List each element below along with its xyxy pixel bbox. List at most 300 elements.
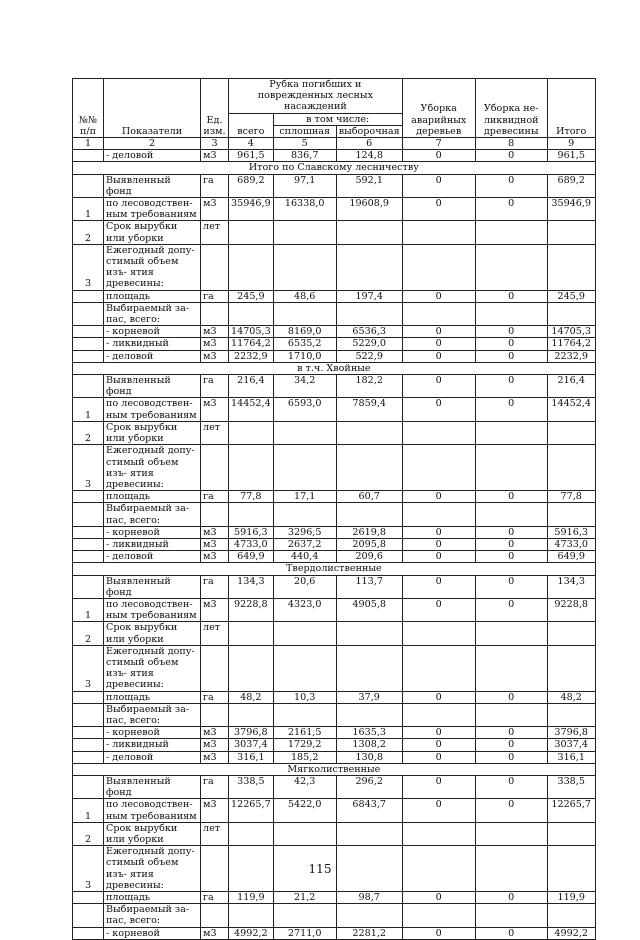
value-cell: 216,4: [547, 375, 595, 398]
value-cell: 0: [402, 491, 475, 503]
value-cell: 4905,8: [336, 598, 402, 621]
unit-cell: м3: [201, 338, 229, 350]
value-cell: 0: [402, 526, 475, 538]
unit-cell: лет: [201, 822, 229, 845]
header-illiquid: Уборка не- ликвидной древесины: [475, 79, 547, 138]
indicator-label: - корневой: [104, 326, 201, 338]
value-cell: 0: [402, 751, 475, 763]
table-row: [73, 150, 596, 162]
value-cell: 0: [475, 491, 547, 503]
value-cell: [229, 221, 274, 244]
value-cell: [475, 645, 547, 691]
value-cell: 689,2: [229, 174, 274, 197]
row-number: [73, 538, 104, 550]
table-row: [73, 421, 596, 444]
value-cell: [229, 503, 274, 526]
value-cell: [229, 302, 274, 325]
value-cell: [273, 421, 336, 444]
value-cell: 14452,4: [229, 398, 274, 421]
value-cell: [229, 244, 274, 290]
section-row: [73, 362, 596, 374]
value-cell: 3037,4: [229, 739, 274, 751]
unit-cell: м3: [201, 751, 229, 763]
table-row: [73, 538, 596, 550]
value-cell: [475, 421, 547, 444]
value-cell: 185,2: [273, 751, 336, 763]
value-cell: 0: [475, 751, 547, 763]
table-row: [73, 290, 596, 302]
col-number: 3: [201, 138, 229, 150]
value-cell: 0: [402, 551, 475, 563]
value-cell: [229, 904, 274, 927]
value-cell: 0: [402, 538, 475, 550]
col-number: 7: [402, 138, 475, 150]
indicator-label: - корневой: [104, 727, 201, 739]
value-cell: 124,8: [336, 150, 402, 162]
value-cell: [402, 622, 475, 645]
value-cell: 3796,8: [547, 727, 595, 739]
indicator-label: Срок вырубки или уборки: [104, 622, 201, 645]
row-number: [73, 927, 104, 939]
value-cell: [402, 421, 475, 444]
value-cell: 0: [475, 892, 547, 904]
row-number: [73, 350, 104, 362]
value-cell: [475, 703, 547, 726]
value-cell: [475, 302, 547, 325]
value-cell: 3296,5: [273, 526, 336, 538]
value-cell: [547, 904, 595, 927]
value-cell: 0: [402, 575, 475, 598]
value-cell: 0: [402, 375, 475, 398]
value-cell: [547, 244, 595, 290]
value-cell: 11764,2: [229, 338, 274, 350]
indicator-label: площадь: [104, 892, 201, 904]
value-cell: [336, 244, 402, 290]
value-cell: [273, 904, 336, 927]
row-number: 2: [73, 421, 104, 444]
row-number: [73, 150, 104, 162]
unit-cell: м3: [201, 398, 229, 421]
row-number: 1: [73, 398, 104, 421]
value-cell: [273, 221, 336, 244]
value-cell: 0: [475, 538, 547, 550]
unit-cell: [201, 445, 229, 491]
value-cell: 12265,7: [547, 799, 595, 822]
row-number: [73, 551, 104, 563]
value-cell: 0: [402, 739, 475, 751]
value-cell: [336, 645, 402, 691]
value-cell: [273, 244, 336, 290]
table-row: [73, 445, 596, 491]
value-cell: 1635,3: [336, 727, 402, 739]
value-cell: 12265,7: [229, 799, 274, 822]
table-row: [73, 244, 596, 290]
value-cell: 134,3: [229, 575, 274, 598]
indicator-label: - деловой: [104, 551, 201, 563]
value-cell: [402, 904, 475, 927]
unit-cell: га: [201, 375, 229, 398]
table-row: [73, 775, 596, 798]
value-cell: 197,4: [336, 290, 402, 302]
value-cell: 649,9: [547, 551, 595, 563]
value-cell: 21,2: [273, 892, 336, 904]
value-cell: 689,2: [547, 174, 595, 197]
table-row: [73, 503, 596, 526]
value-cell: 6843,7: [336, 799, 402, 822]
value-cell: 113,7: [336, 575, 402, 598]
indicator-label: Выбираемый за- пас, всего:: [104, 302, 201, 325]
value-cell: 0: [402, 198, 475, 221]
value-cell: 5916,3: [229, 526, 274, 538]
value-cell: [336, 622, 402, 645]
value-cell: [547, 822, 595, 845]
value-cell: [475, 445, 547, 491]
section-row: [73, 563, 596, 575]
unit-cell: [201, 503, 229, 526]
table-row: [73, 375, 596, 398]
table-row: [73, 927, 596, 939]
value-cell: 130,8: [336, 751, 402, 763]
value-cell: [475, 244, 547, 290]
value-cell: 134,3: [547, 575, 595, 598]
indicator-label: - ликвидный: [104, 338, 201, 350]
value-cell: 35946,9: [547, 198, 595, 221]
value-cell: 3037,4: [547, 739, 595, 751]
value-cell: 48,2: [547, 691, 595, 703]
value-cell: 3796,8: [229, 727, 274, 739]
value-cell: 2232,9: [547, 350, 595, 362]
value-cell: 0: [475, 198, 547, 221]
indicator-label: - корневой: [104, 526, 201, 538]
value-cell: 2711,0: [273, 927, 336, 939]
value-cell: [273, 622, 336, 645]
indicator-label: по лесоводствен- ным требованиям: [104, 799, 201, 822]
forest-felling-table: [72, 78, 596, 940]
value-cell: 0: [402, 775, 475, 798]
header-felling: Рубка погибших и поврежденных лесных насаждений: [229, 79, 403, 114]
indicator-label: - ликвидный: [104, 538, 201, 550]
value-cell: [402, 503, 475, 526]
table-row: [73, 326, 596, 338]
row-number: 2: [73, 822, 104, 845]
unit-cell: лет: [201, 221, 229, 244]
value-cell: [229, 445, 274, 491]
value-cell: 0: [402, 927, 475, 939]
value-cell: [229, 703, 274, 726]
value-cell: 0: [475, 598, 547, 621]
table-row: [73, 526, 596, 538]
value-cell: 4323,0: [273, 598, 336, 621]
value-cell: 16338,0: [273, 198, 336, 221]
value-cell: 119,9: [547, 892, 595, 904]
indicator-label: по лесоводствен- ным требованиям: [104, 398, 201, 421]
value-cell: 14705,3: [229, 326, 274, 338]
value-cell: [475, 822, 547, 845]
value-cell: 0: [402, 892, 475, 904]
row-number: [73, 904, 104, 927]
value-cell: 338,5: [229, 775, 274, 798]
indicator-label: - ликвидный: [104, 739, 201, 751]
value-cell: 19608,9: [336, 198, 402, 221]
indicator-label: Выявленный фонд: [104, 775, 201, 798]
unit-cell: [201, 244, 229, 290]
value-cell: [402, 703, 475, 726]
value-cell: 9228,8: [229, 598, 274, 621]
table-row: [73, 822, 596, 845]
unit-cell: м3: [201, 150, 229, 162]
indicator-label: - деловой: [104, 751, 201, 763]
indicator-label: площадь: [104, 491, 201, 503]
value-cell: 14705,3: [547, 326, 595, 338]
value-cell: 4733,0: [547, 538, 595, 550]
indicator-label: Ежегодный допу- стимый объем изъ- ятия древесины:: [104, 645, 201, 691]
value-cell: 0: [402, 727, 475, 739]
value-cell: 0: [475, 575, 547, 598]
value-cell: [273, 445, 336, 491]
table-row: [73, 904, 596, 927]
value-cell: 7859,4: [336, 398, 402, 421]
table-row: [73, 739, 596, 751]
value-cell: [273, 302, 336, 325]
table-row: [73, 398, 596, 421]
value-cell: [547, 622, 595, 645]
header-num: №№ п/п: [73, 79, 104, 138]
header-clear: сплошная: [273, 125, 336, 137]
row-number: [73, 338, 104, 350]
value-cell: 5229,0: [336, 338, 402, 350]
value-cell: 209,6: [336, 551, 402, 563]
value-cell: 296,2: [336, 775, 402, 798]
row-number: [73, 375, 104, 398]
table-row: [73, 198, 596, 221]
table-row: [73, 221, 596, 244]
table-row: [73, 338, 596, 350]
row-number: [73, 727, 104, 739]
value-cell: 0: [475, 290, 547, 302]
unit-cell: м3: [201, 799, 229, 822]
header-in-that: в том числе:: [273, 113, 402, 125]
value-cell: 98,7: [336, 892, 402, 904]
unit-cell: м3: [201, 927, 229, 939]
indicator-label: Выявленный фонд: [104, 174, 201, 197]
row-number: [73, 174, 104, 197]
value-cell: 1710,0: [273, 350, 336, 362]
unit-cell: м3: [201, 551, 229, 563]
value-cell: 0: [402, 350, 475, 362]
unit-cell: м3: [201, 326, 229, 338]
unit-cell: га: [201, 491, 229, 503]
row-number: 2: [73, 622, 104, 645]
value-cell: [336, 445, 402, 491]
unit-cell: м3: [201, 350, 229, 362]
value-cell: 2619,8: [336, 526, 402, 538]
row-number: [73, 503, 104, 526]
value-cell: [402, 822, 475, 845]
value-cell: 2161,5: [273, 727, 336, 739]
row-number: [73, 892, 104, 904]
section-title: Итого по Славскому лесничеству: [73, 162, 596, 174]
table-row: [73, 751, 596, 763]
unit-cell: га: [201, 290, 229, 302]
value-cell: 11764,2: [547, 338, 595, 350]
value-cell: 5422,0: [273, 799, 336, 822]
value-cell: 6535,2: [273, 338, 336, 350]
row-number: 1: [73, 198, 104, 221]
row-number: [73, 491, 104, 503]
value-cell: 1729,2: [273, 739, 336, 751]
col-number: 5: [273, 138, 336, 150]
value-cell: 0: [402, 799, 475, 822]
section-title: в т.ч. Хвойные: [73, 362, 596, 374]
value-cell: [273, 822, 336, 845]
unit-cell: га: [201, 775, 229, 798]
value-cell: [402, 445, 475, 491]
table-row: [73, 727, 596, 739]
value-cell: [336, 503, 402, 526]
value-cell: 6593,0: [273, 398, 336, 421]
indicator-label: Выбираемый за- пас, всего:: [104, 904, 201, 927]
value-cell: [475, 503, 547, 526]
value-cell: 0: [402, 290, 475, 302]
row-number: [73, 775, 104, 798]
row-number: [73, 751, 104, 763]
indicator-label: по лесоводствен- ным требованиям: [104, 598, 201, 621]
value-cell: 5916,3: [547, 526, 595, 538]
row-number: [73, 703, 104, 726]
value-cell: 0: [402, 338, 475, 350]
indicator-label: площадь: [104, 290, 201, 302]
value-cell: 8169,0: [273, 326, 336, 338]
value-cell: [475, 622, 547, 645]
value-cell: 2281,2: [336, 927, 402, 939]
unit-cell: м3: [201, 526, 229, 538]
indicator-label: - деловой: [104, 350, 201, 362]
value-cell: 245,9: [547, 290, 595, 302]
value-cell: 245,9: [229, 290, 274, 302]
value-cell: 0: [475, 526, 547, 538]
value-cell: [547, 302, 595, 325]
header-emergency: Уборка аварийных деревьев: [402, 79, 475, 138]
value-cell: 4733,0: [229, 538, 274, 550]
value-cell: [475, 904, 547, 927]
table-header: [73, 79, 596, 150]
row-number: [73, 326, 104, 338]
header-indicators: Показатели: [104, 79, 201, 138]
indicator-label: по лесоводствен- ным требованиям: [104, 198, 201, 221]
value-cell: [402, 221, 475, 244]
unit-cell: га: [201, 174, 229, 197]
value-cell: 0: [475, 375, 547, 398]
value-cell: 0: [402, 598, 475, 621]
value-cell: 0: [402, 326, 475, 338]
unit-cell: га: [201, 575, 229, 598]
value-cell: [336, 703, 402, 726]
value-cell: 42,3: [273, 775, 336, 798]
value-cell: [229, 822, 274, 845]
page-number: 115: [308, 862, 332, 876]
col-number: 6: [336, 138, 402, 150]
value-cell: 216,4: [229, 375, 274, 398]
unit-cell: [201, 904, 229, 927]
value-cell: [336, 221, 402, 244]
indicator-label: Срок вырубки или уборки: [104, 221, 201, 244]
value-cell: 0: [475, 691, 547, 703]
value-cell: [547, 703, 595, 726]
indicator-label: площадь: [104, 691, 201, 703]
table-row: [73, 575, 596, 598]
value-cell: 4992,2: [229, 927, 274, 939]
value-cell: 0: [475, 338, 547, 350]
value-cell: 961,5: [547, 150, 595, 162]
row-number: 3: [73, 445, 104, 491]
value-cell: 37,9: [336, 691, 402, 703]
table-row: [73, 350, 596, 362]
value-cell: 522,9: [336, 350, 402, 362]
value-cell: 592,1: [336, 174, 402, 197]
table-row: [73, 703, 596, 726]
value-cell: 97,1: [273, 174, 336, 197]
value-cell: 836,7: [273, 150, 336, 162]
table-body: [73, 150, 596, 940]
header-total-sub: всего: [229, 113, 274, 137]
section-row: [73, 162, 596, 174]
header-selective: выборочная: [336, 125, 402, 137]
indicator-label: Выбираемый за- пас, всего:: [104, 503, 201, 526]
row-number: 3: [73, 244, 104, 290]
row-number: [73, 290, 104, 302]
value-cell: 35946,9: [229, 198, 274, 221]
row-number: 1: [73, 598, 104, 621]
table-row: [73, 892, 596, 904]
unit-cell: м3: [201, 727, 229, 739]
indicator-label: Выбираемый за- пас, всего:: [104, 703, 201, 726]
indicator-label: - корневой: [104, 927, 201, 939]
table-row: [73, 174, 596, 197]
unit-cell: м3: [201, 198, 229, 221]
value-cell: [547, 421, 595, 444]
value-cell: 2637,2: [273, 538, 336, 550]
value-cell: [547, 221, 595, 244]
value-cell: 4992,2: [547, 927, 595, 939]
value-cell: [402, 645, 475, 691]
value-cell: [229, 645, 274, 691]
value-cell: 34,2: [273, 375, 336, 398]
value-cell: 316,1: [229, 751, 274, 763]
unit-cell: м3: [201, 739, 229, 751]
section-title: Мягколиственные: [73, 763, 596, 775]
unit-cell: м3: [201, 538, 229, 550]
value-cell: [336, 421, 402, 444]
value-cell: [229, 421, 274, 444]
value-cell: [402, 302, 475, 325]
value-cell: 9228,8: [547, 598, 595, 621]
row-number: [73, 739, 104, 751]
value-cell: 0: [402, 174, 475, 197]
row-number: [73, 302, 104, 325]
value-cell: 119,9: [229, 892, 274, 904]
value-cell: [336, 302, 402, 325]
row-number: 2: [73, 221, 104, 244]
indicator-label: Выявленный фонд: [104, 575, 201, 598]
value-cell: 48,6: [273, 290, 336, 302]
value-cell: 77,8: [229, 491, 274, 503]
table-row: [73, 491, 596, 503]
value-cell: 60,7: [336, 491, 402, 503]
value-cell: 338,5: [547, 775, 595, 798]
value-cell: 77,8: [547, 491, 595, 503]
value-cell: 440,4: [273, 551, 336, 563]
unit-cell: [201, 645, 229, 691]
